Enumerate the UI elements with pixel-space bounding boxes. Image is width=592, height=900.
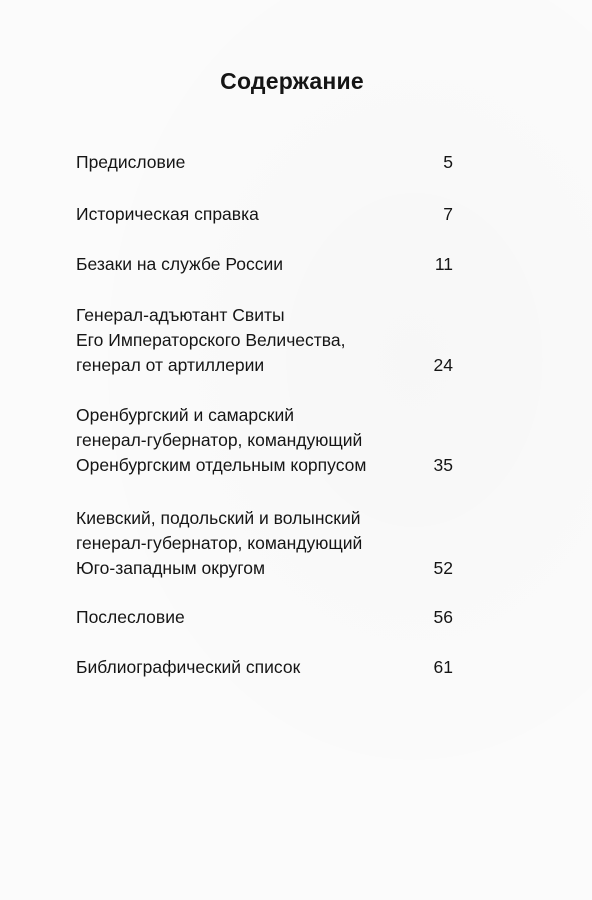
toc-entry-page-number: 7	[443, 204, 453, 224]
toc-entry-title-line: Киевский, подольский и волынский	[76, 508, 361, 528]
toc-entry-title-line: Послесловие	[76, 607, 185, 627]
toc-entry-page-number: 35	[433, 455, 453, 475]
toc-entry-title	[76, 655, 396, 680]
toc-entry-title	[76, 506, 396, 581]
toc-entry-adjutant-general	[76, 303, 456, 378]
toc-entry-page-number: 61	[433, 657, 453, 677]
toc-entry-title-line: Генерал-адъютант Свиты	[76, 305, 285, 325]
toc-entry-title-line: генерал-губернатор, командующий	[76, 430, 363, 450]
toc-entry-bezaki	[76, 252, 456, 277]
toc-entry-page-number: 24	[433, 355, 453, 375]
toc-entry-page-number: 52	[433, 558, 453, 578]
toc-entry-title	[76, 150, 396, 175]
toc-entry-page-number: 5	[443, 152, 453, 172]
toc-entry-title-line: Библиографический список	[76, 657, 301, 677]
toc-entry-preface	[76, 150, 456, 175]
toc-entry-title-line: Предисловие	[76, 152, 186, 172]
toc-entry-title-line: Оренбургский и самарский	[76, 405, 295, 425]
toc-entry-title	[76, 303, 396, 378]
toc-entry-bibliography	[76, 655, 456, 680]
toc-entry-afterword	[76, 605, 456, 630]
toc-entry-page-number: 56	[433, 607, 453, 627]
toc-entry-title-line: Его Императорского Величества,	[76, 330, 346, 350]
toc-entry-title-line: Безаки на службе России	[76, 254, 284, 274]
toc-entry-title	[76, 202, 396, 227]
toc-entry-title-line: Оренбургским отдельным корпусом	[76, 455, 367, 475]
toc-entry-title-line: Историческая справка	[76, 204, 259, 224]
toc-entry-title-line: Юго-западным округом	[76, 558, 265, 578]
toc-entry-title-line: генерал-губернатор, командующий	[76, 533, 363, 553]
toc-entry-title	[76, 605, 396, 630]
toc-entry-orenburg	[76, 403, 456, 478]
toc-entry-title	[76, 252, 396, 277]
toc-entry-title-line: генерал от артиллерии	[76, 355, 265, 375]
toc-entry-page-number: 11	[434, 254, 453, 274]
page-title: Содержание	[220, 68, 364, 94]
toc-entry-historical-note	[76, 202, 456, 227]
toc-entry-kiev	[76, 506, 456, 581]
toc-entry-title	[76, 403, 396, 478]
